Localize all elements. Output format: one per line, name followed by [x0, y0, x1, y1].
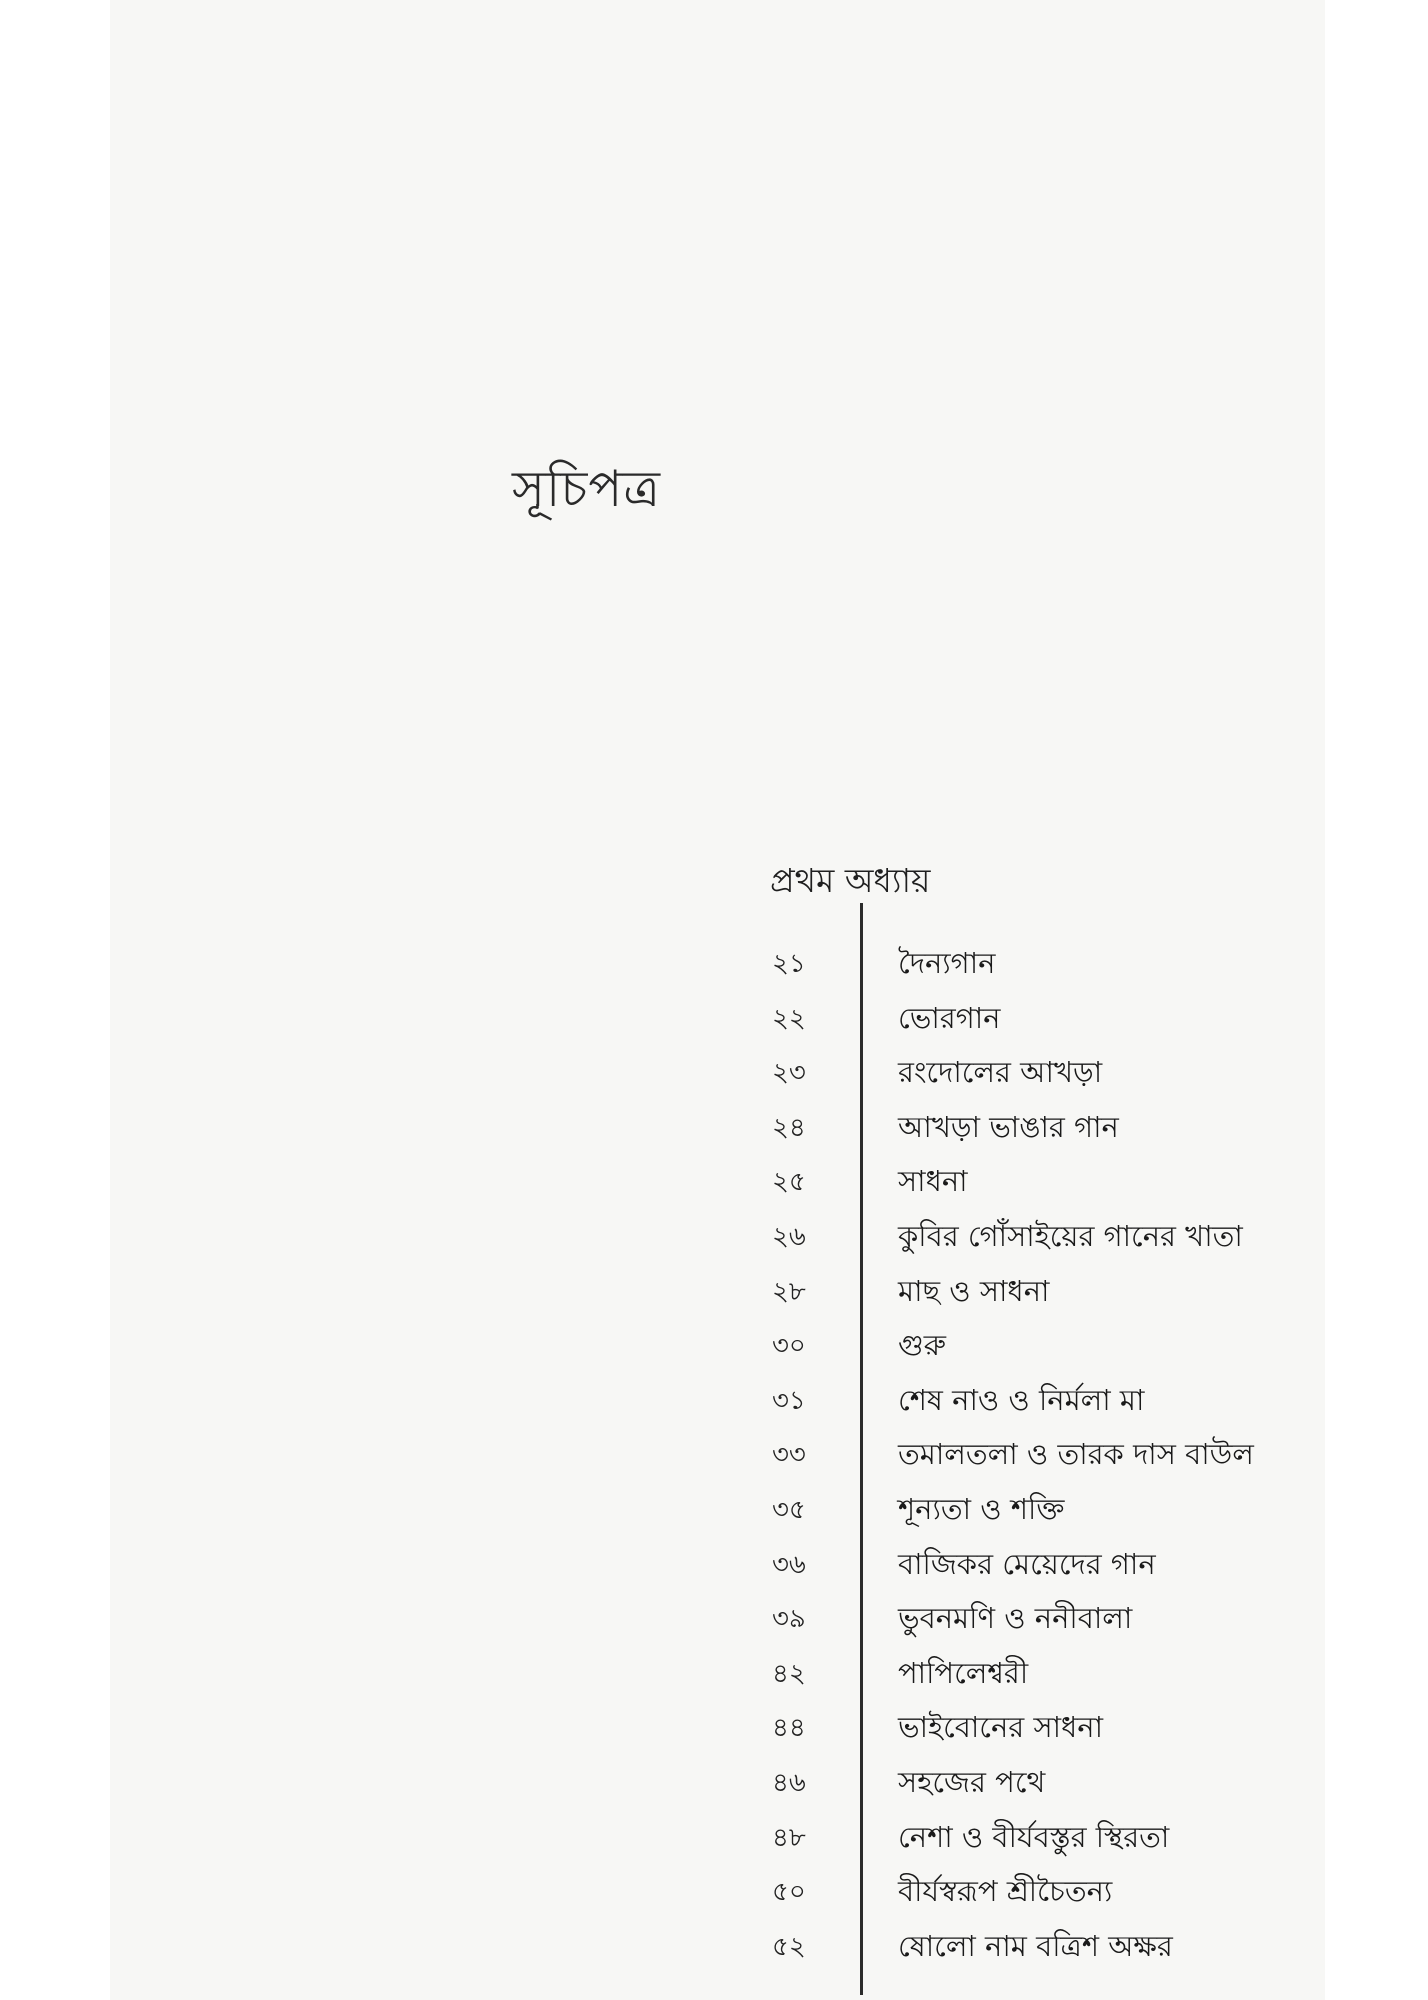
toc-entry [750, 1426, 1350, 1481]
toc-entry-title: ভুবনমণি ও ননীবালা [898, 1601, 1133, 1636]
toc-page-number: ৩৫ [772, 1494, 806, 1525]
toc-page-number: ২৬ [772, 1221, 806, 1252]
toc-entry-title: তমালতলা ও তারক দাস বাউল [898, 1437, 1254, 1472]
toc-entry-title: রংদোলের আখড়া [898, 1055, 1103, 1090]
toc-page-number: ৪৪ [772, 1713, 806, 1744]
toc-entry [750, 1699, 1350, 1754]
toc-entry-title: ষোলো নাম বত্রিশ অক্ষর [898, 1928, 1173, 1963]
toc-entry-title: ভাইবোনের সাধনা [898, 1710, 1103, 1745]
toc-page-number: ৫০ [772, 1877, 806, 1908]
toc-entry [750, 1208, 1350, 1263]
toc-page-number: ৩১ [772, 1385, 806, 1416]
toc-page-number: ২৪ [772, 1112, 806, 1143]
toc-entry [750, 1645, 1350, 1700]
section-heading: প্রথম অধ্যায় [770, 861, 931, 900]
toc-entry [750, 1536, 1350, 1591]
toc-entry [750, 1153, 1350, 1208]
toc-entry-title: গুরু [898, 1328, 946, 1363]
toc-entry [750, 1754, 1350, 1809]
toc-entry-title: দৈন্যগান [898, 946, 996, 980]
toc-entry-title: বীর্যস্বরূপ শ্রীচৈতন্য [898, 1874, 1113, 1909]
toc-entry [750, 990, 1350, 1045]
page-title: সূচিপত্র [512, 460, 661, 518]
toc-entry [750, 1918, 1350, 1973]
toc-entry [750, 1590, 1350, 1645]
toc-entry-title: বাজিকর মেয়েদের গান [898, 1546, 1156, 1581]
toc-entry [750, 1099, 1350, 1154]
toc-entry [750, 1809, 1350, 1864]
toc-page-number: ৩৯ [772, 1604, 806, 1635]
toc-page-number: ২৫ [772, 1167, 806, 1198]
toc-entry-title: আখড়া ভাঙার গান [898, 1109, 1119, 1144]
toc-entry-title: সাধনা [898, 1164, 968, 1199]
toc-page-number: ২২ [772, 1003, 806, 1034]
toc-entry-title: শেষ নাও ও নির্মলা মা [898, 1382, 1145, 1417]
toc-entry [750, 1863, 1350, 1918]
toc-entry-title: ভোরগান [898, 1000, 1001, 1035]
toc-page-number: ৩৩ [772, 1440, 806, 1471]
toc-page-number: ৪৮ [772, 1822, 806, 1853]
toc-entry [750, 1372, 1350, 1427]
book-page [110, 0, 1325, 2000]
toc-page-number: ২৩ [772, 1058, 806, 1089]
toc-entry-title: নেশা ও বীর্যবস্তুর স্থিরতা [898, 1819, 1170, 1854]
toc-entry-title: সহজের পথে [898, 1764, 1046, 1799]
toc-entry [750, 1263, 1350, 1318]
toc-entry [750, 935, 1350, 990]
toc-page-number: ৪২ [772, 1658, 806, 1689]
toc-entry-title: মাছ ও সাধনা [898, 1273, 1050, 1308]
toc-entry [750, 1044, 1350, 1099]
toc-page-number: ৫২ [772, 1931, 806, 1962]
toc-entry-title: শূন্যতা ও শক্তি [898, 1491, 1065, 1526]
toc-page-number: ২১ [772, 949, 806, 979]
toc-page-number: ৩০ [772, 1331, 806, 1362]
table-of-contents [750, 935, 1350, 1972]
toc-page-number: ৪৬ [772, 1767, 806, 1798]
toc-entry-title: পাপিলেশ্বরী [898, 1655, 1029, 1690]
toc-page-number: ২৮ [772, 1276, 806, 1307]
toc-entry [750, 1317, 1350, 1372]
toc-entry-title: কুবির গোঁসাইয়ের গানের খাতা [898, 1218, 1243, 1253]
toc-entry [750, 1481, 1350, 1536]
toc-page-number: ৩৬ [772, 1549, 806, 1580]
